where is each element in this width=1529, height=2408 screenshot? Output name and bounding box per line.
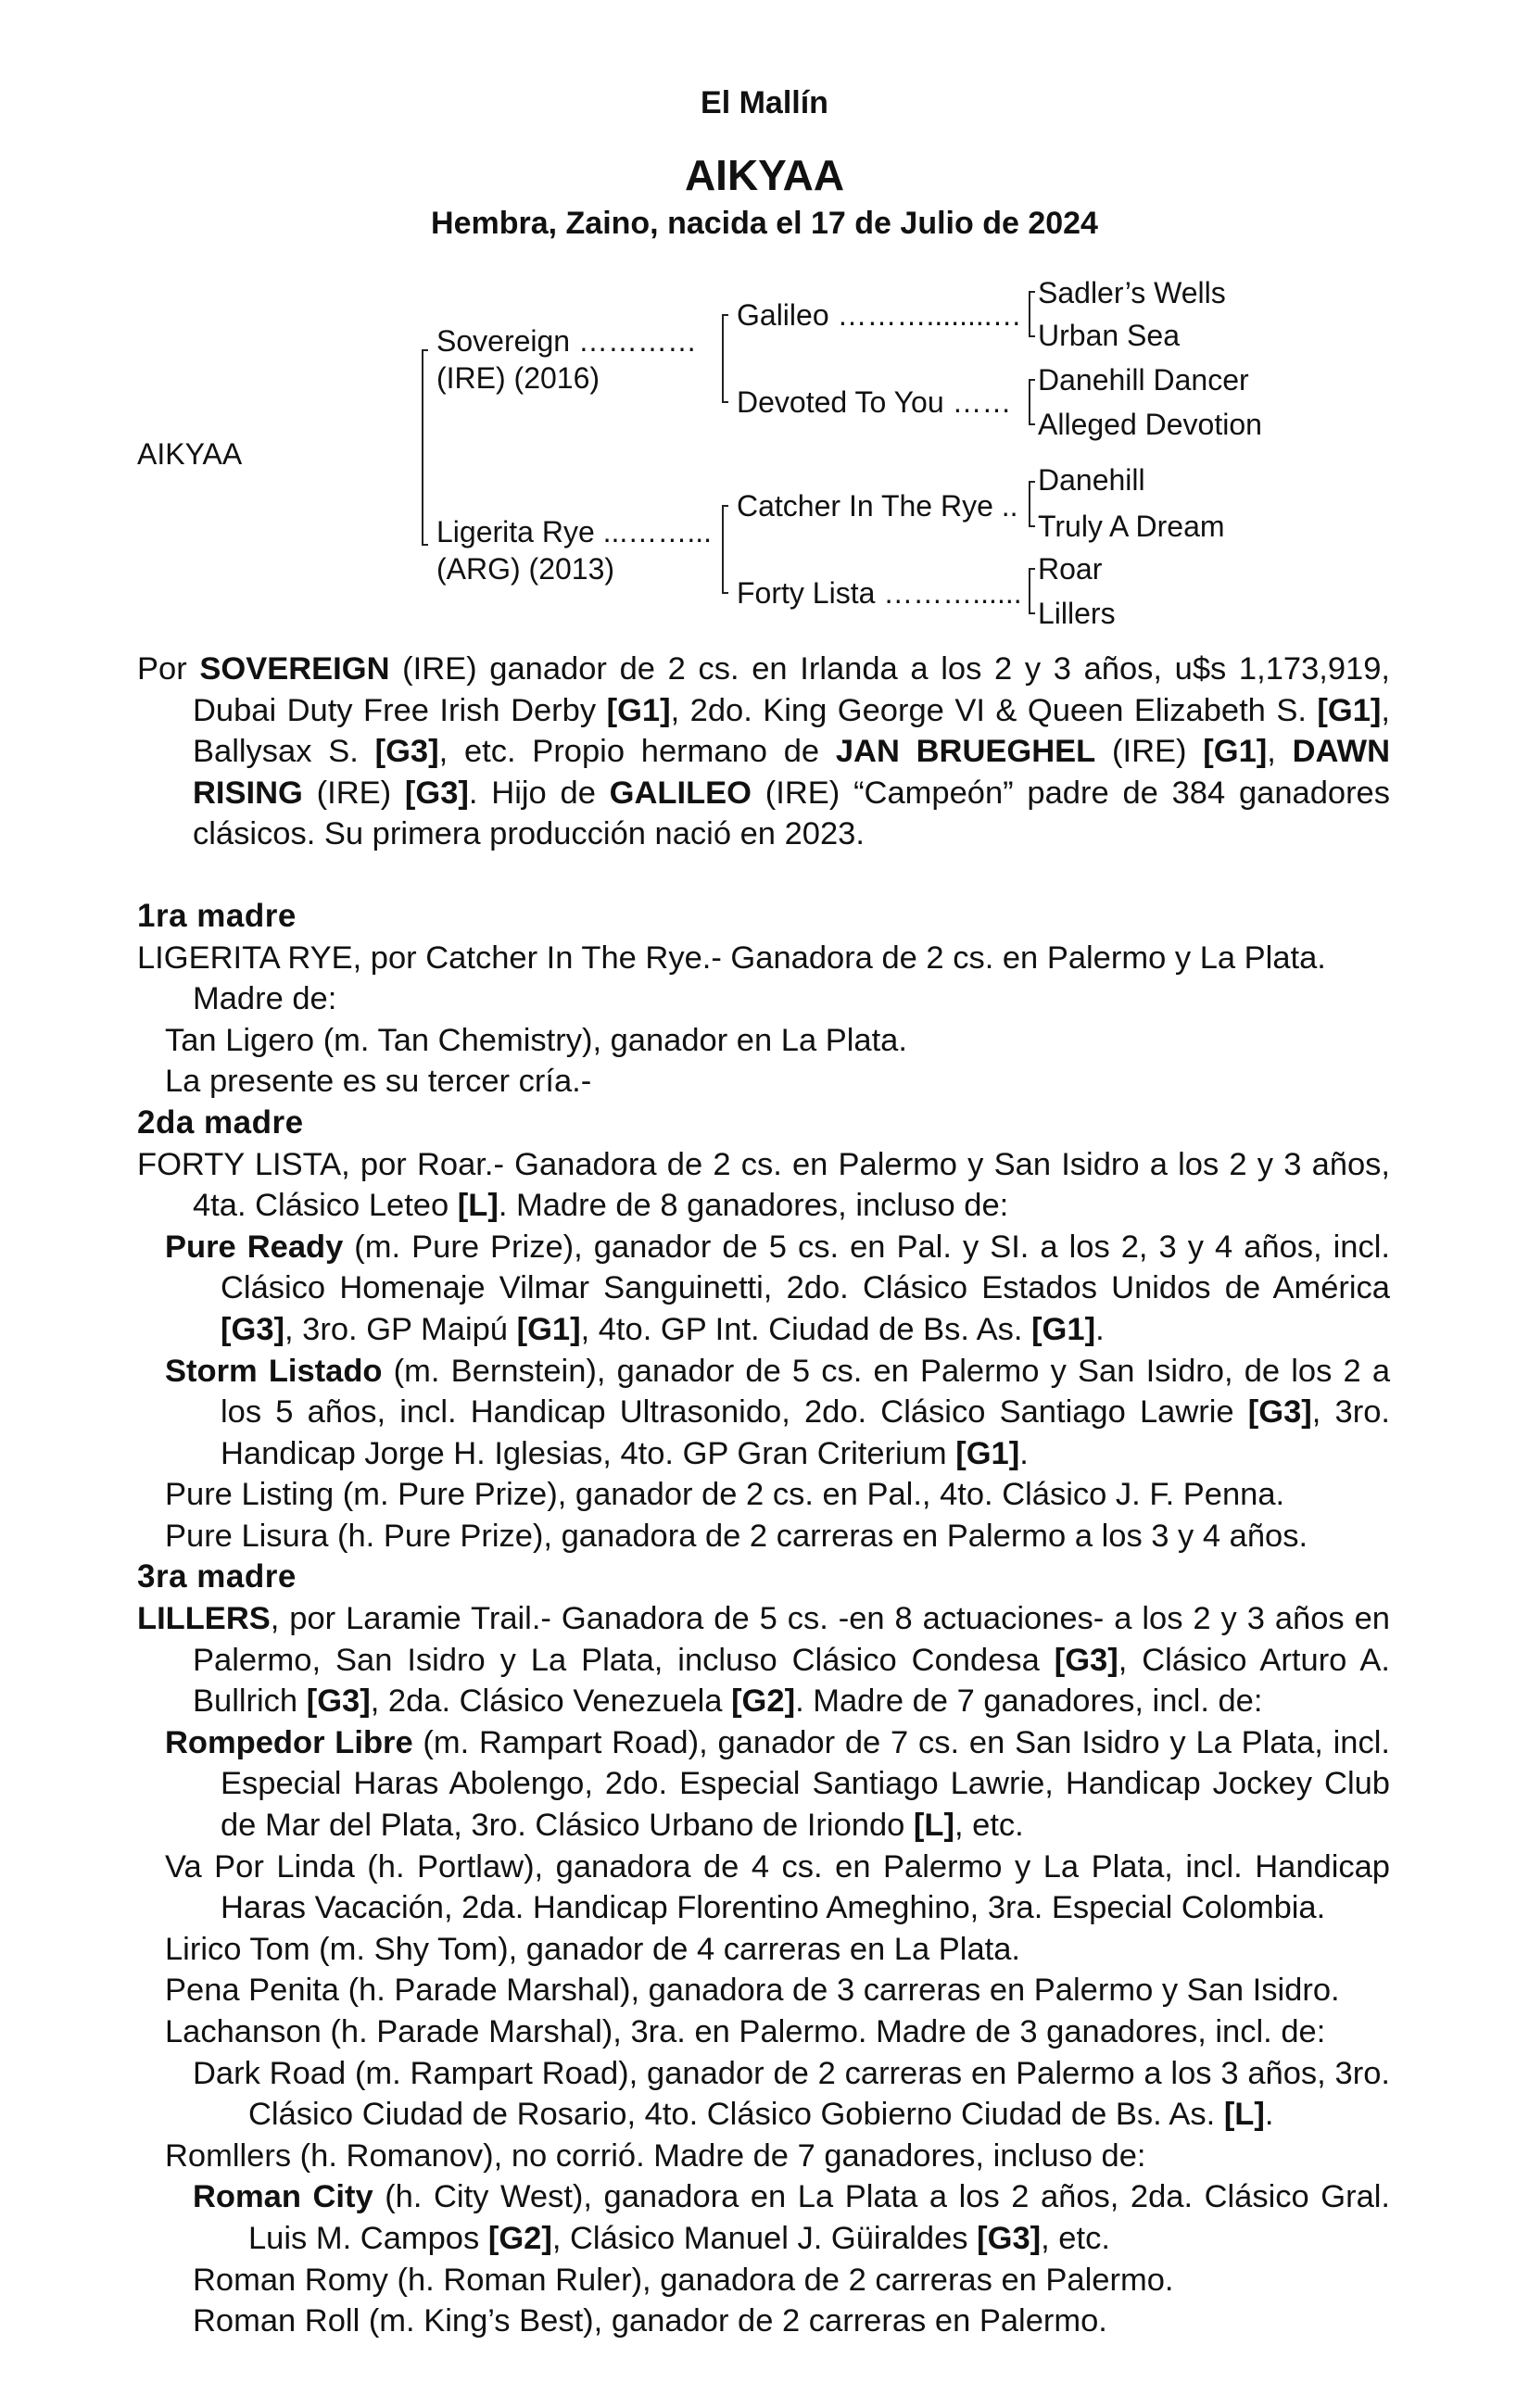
dam-origin: (ARG) (2013) <box>436 552 615 586</box>
produce-entry: Romllers (h. Romanov), no corrió. Madre de 7 ganadores, incluso de: <box>165 2137 1146 2174</box>
produce-entry: Pure Ready (m. Pure Prize), ganador de 5 cs. en Pal. y SI. a los 2, 3 y 4 años, incl. Clásico Homenaje Vilmar Sanguinetti, 2do. Clásico Estados Unidos de América [G3], 3ro. GP Maipú [G1], 4to. GP Int. Ciudad de Bs. As. [G1]. <box>165 1229 1390 1347</box>
g3-danehill: Danehill <box>1038 463 1145 497</box>
produce-entry: Va Por Linda (h. Portlaw), ganadora de 4 cs. en Palermo y La Plata, incl. Handicap Haras Vacación, 2da. Handicap Florentino Ameghino, 3ra. Especial Colombia. <box>165 1848 1390 1926</box>
section-first-dam: 1ra madre <box>137 897 297 934</box>
g3-lillers: Lillers <box>1038 597 1116 630</box>
second-dam-entry: FORTY LISTA, por Roar.- Ganadora de 2 cs. en Palermo y San Isidro a los 2 y 3 años, 4ta. Clásico Leteo [L]. Madre de 8 ganadores, incluso de: <box>137 1146 1390 1224</box>
bracket-dam <box>723 506 728 593</box>
section-third-dam: 3ra madre <box>137 1558 297 1595</box>
sire-name: Sovereign ………… <box>436 324 697 358</box>
pedigree-subject: AIKYAA <box>137 437 243 471</box>
g3-roar: Roar <box>1038 552 1103 586</box>
bracket-gen1 <box>423 350 428 545</box>
produce-entry: Roman City (h. City West), ganadora en La Plata a los 2 años, 2da. Clásico Gral. Luis M. Campos [G2], Clásico Manuel J. Güiraldes [G3], etc. <box>193 2179 1391 2256</box>
bracket-g3-3 <box>1030 482 1035 526</box>
third-dam-entry: LILLERS, por Laramie Trail.- Ganadora de 5 cs. -en 8 actuaciones- a los 2 y 3 años en Palermo, San Isidro y La Plata, incluso Clásico Condesa [G3], Clásico Arturo A. Bullrich [G3], 2da. Clásico Venezuela [G2]. Madre de 7 ganadores, incl. de: <box>137 1601 1390 1720</box>
horse-description: Hembra, Zaino, nacida el 17 de Julio de 2024 <box>431 206 1098 241</box>
sire-dam: Devoted To You …… <box>737 385 1012 419</box>
horse-name: AIKYAA <box>684 151 845 199</box>
produce-entry: Storm Listado (m. Bernstein), ganador de 5 cs. en Palermo y San Isidro, de los 2 a los 5 años, incl. Handicap Ultrasonido, 2do. Clásico Santiago Lawrie [G3], 3ro. Handicap Jorge H. Iglesias, 4to. GP Gran Criterium [G1]. <box>165 1353 1391 1471</box>
produce-entry: Roman Romy (h. Roman Ruler), ganadora de 2 carreras en Palermo. <box>193 2262 1174 2298</box>
bracket-sire <box>723 315 728 402</box>
first-dam-entry: LIGERITA RYE, por Catcher In The Rye.- Ganadora de 2 cs. en Palermo y La Plata. <box>137 939 1326 976</box>
produce-entry: Pure Listing (m. Pure Prize), ganador de 2 cs. en Pal., 4to. Clásico J. F. Penna. <box>165 1477 1285 1513</box>
produce-entry: Pena Penita (h. Parade Marshal), ganadora de 3 carreras en Palermo y San Isidro. <box>165 1973 1340 2009</box>
section-second-dam: 2da madre <box>137 1103 304 1141</box>
produce-entry: Dark Road (m. Rampart Road), ganador de 2 carreras en Palermo a los 3 años, 3ro. Clásico Ciudad de Rosario, 4to. Clásico Gobierno Ciudad de Bs. As. [L]. <box>193 2055 1390 2133</box>
bracket-g3-1 <box>1030 292 1035 336</box>
produce-entry: Lirico Tom (m. Shy Tom), ganador de 4 carreras en La Plata. <box>165 1931 1020 1967</box>
g3-urban-sea: Urban Sea <box>1038 319 1180 352</box>
produce-entry: Roman Roll (m. King’s Best), ganador de 2 carreras en Palermo. <box>193 2303 1107 2339</box>
produce-entry: La presente es su tercer cría.- <box>165 1064 592 1100</box>
produce-entry: Lachanson (h. Parade Marshal), 3ra. en Palermo. Madre de 3 ganadores, incl. de: <box>165 2014 1326 2049</box>
catalog-body <box>137 649 1390 2342</box>
bracket-g3-2 <box>1030 380 1035 424</box>
g3-alleged-devotion: Alleged Devotion <box>1038 408 1262 441</box>
sire-origin: (IRE) (2016) <box>436 361 600 395</box>
farm-name: El Mallín <box>701 85 828 120</box>
first-dam-mother-of: Madre de: <box>193 981 337 1017</box>
produce-entry: Tan Ligero (m. Tan Chemistry), ganador en La Plata. <box>165 1022 907 1058</box>
dam-sire: Catcher In The Rye .. <box>737 489 1018 523</box>
dam-name: Ligerita Rye ...……... <box>436 515 712 548</box>
sire-sire: Galileo ………........… <box>737 298 1022 332</box>
produce-entry: Pure Lisura (h. Pure Prize), ganadora de 2 carreras en Palermo a los 3 y 4 años. <box>165 1518 1308 1554</box>
bracket-g3-4 <box>1030 569 1035 613</box>
g3-truly-a-dream: Truly A Dream <box>1038 510 1225 543</box>
dam-dam: Forty Lista ………...... <box>737 576 1022 610</box>
produce-entry: Rompedor Libre (m. Rampart Road), ganador de 7 cs. en San Isidro y La Plata, incl. Especial Haras Abolengo, 2do. Especial Santiago Lawrie, Handicap Jockey Club de Mar del Plata, 3ro. Clásico Urbano de Iriondo [L], etc. <box>165 1724 1390 1844</box>
g3-sadlers-wells: Sadler’s Wells <box>1038 276 1226 309</box>
g3-danehill-dancer: Danehill Dancer <box>1038 363 1249 397</box>
sire-description: Por SOVEREIGN (IRE) ganador de 2 cs. en Irlanda a los 2 y 3 años, u$s 1,173,919, Dubai Duty Free Irish Derby [G1], 2do. King George VI & Queen Elizabeth S. [G1], Ballysax S. [G3], etc. Propio hermano de JAN BRUEGHEL (IRE) [G1], DAWN RISING (IRE) [G3]. Hijo de GALILEO (IRE) “Campeón” padre de 384 ganadores clásicos. Su primera producción nació en 2023. <box>137 651 1391 852</box>
